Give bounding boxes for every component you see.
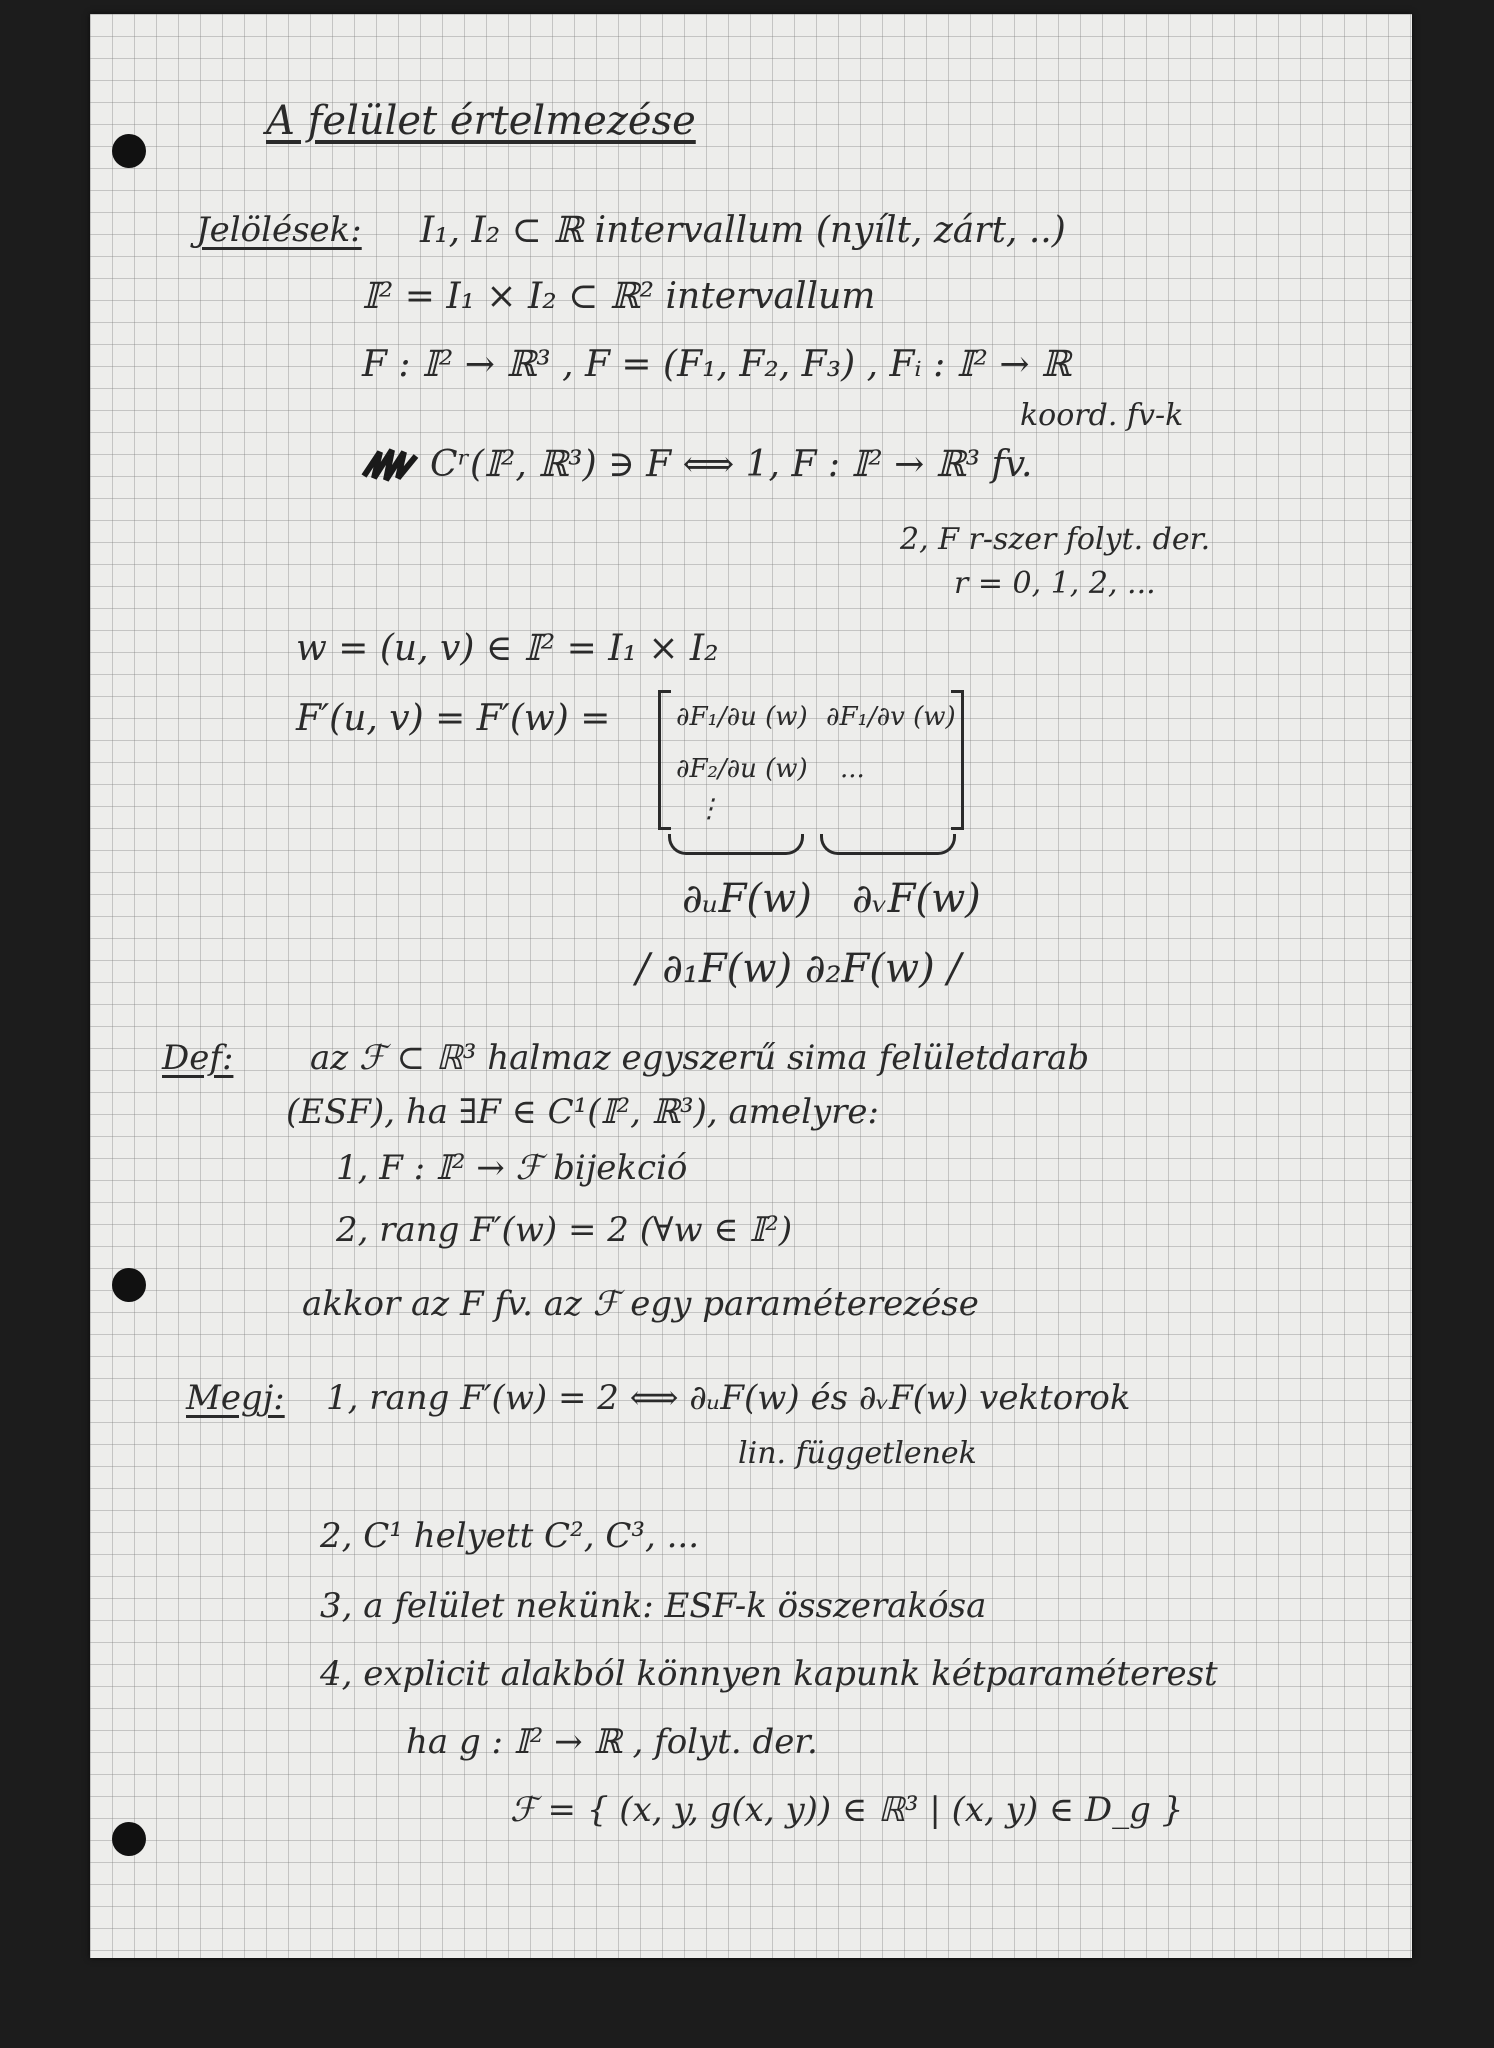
notation-line: koord. fv-k: [1020, 398, 1184, 433]
punch-hole: [112, 1822, 146, 1856]
notebook-page: [90, 14, 1412, 1958]
column-label: ∂ᵤF(w): [682, 876, 812, 922]
remark-formula: ℱ = { (x, y, g(x, y)) ∈ ℝ³ | (x, y) ∈ D_g }: [510, 1790, 1184, 1830]
derivative-lhs: F′(u, v) = F′(w) =: [296, 698, 611, 739]
matrix-entry: ...: [840, 754, 865, 784]
column-brace: [668, 834, 804, 855]
matrix-entry: ∂F₁/∂u (w): [676, 702, 808, 732]
column-brace: [820, 834, 956, 855]
matrix-entry: ⋮: [696, 794, 722, 824]
remark-item: lin. függetlenek: [738, 1436, 977, 1471]
remark-item: 3, a felület nekünk: ESF-k összerakósa: [320, 1586, 987, 1626]
definition-item: 2, rang F′(w) = 2 (∀w ∈ 𝕀²): [336, 1210, 793, 1250]
column-label: ∂ᵥF(w): [852, 876, 981, 922]
matrix-entry: ∂F₁/∂v (w): [826, 702, 956, 732]
remark-item: 2, C¹ helyett C², C³, ...: [320, 1516, 699, 1556]
definition-line: az ℱ ⊂ ℝ³ halmaz egyszerű sima felületdarab: [310, 1038, 1090, 1078]
page-title: A felület értelmezése: [266, 98, 696, 144]
punch-hole: [112, 1268, 146, 1302]
notation-line: r = 0, 1, 2, ...: [954, 566, 1156, 601]
scribble-mark: [360, 446, 420, 484]
w-definition: w = (u, v) ∈ 𝕀² = I₁ × I₂: [296, 628, 719, 669]
notation-line: Cʳ(𝕀², ℝ³) ∋ F ⟺ 1, F : 𝕀² → ℝ³ fv.: [430, 444, 1033, 485]
punch-hole: [112, 134, 146, 168]
notation-line: I₁, I₂ ⊂ ℝ intervallum (nyílt, zárt, ..): [420, 210, 1066, 251]
remark-item: 4, explicit alakból könnyen kapunk kétparaméterest: [320, 1654, 1218, 1694]
alternative-notation: / ∂₁F(w) ∂₂F(w) /: [636, 946, 961, 992]
definition-label: Def:: [162, 1038, 234, 1078]
matrix-entry: ∂F₂/∂u (w): [676, 754, 808, 784]
notation-line: F : 𝕀² → ℝ³ , F = (F₁, F₂, F₃) , Fᵢ : 𝕀² → ℝ: [362, 344, 1071, 385]
definition-line: (ESF), ha ∃F ∈ C¹(𝕀², ℝ³), amelyre:: [286, 1092, 880, 1132]
definition-line: akkor az F fv. az ℱ egy paraméterezése: [302, 1284, 979, 1324]
notation-line: 2, F r-szer folyt. der.: [900, 522, 1211, 557]
notation-line: 𝕀² = I₁ × I₂ ⊂ ℝ² intervallum: [362, 276, 876, 317]
notation-label: Jelölések:: [196, 210, 362, 250]
remarks-label: Megj:: [186, 1378, 285, 1418]
remark-item: 1, rang F′(w) = 2 ⟺ ∂ᵤF(w) és ∂ᵥF(w) vektorok: [326, 1378, 1131, 1418]
definition-item: 1, F : 𝕀² → ℱ bijekció: [336, 1148, 688, 1188]
remark-item: ha g : 𝕀² → ℝ , folyt. der.: [406, 1722, 818, 1762]
